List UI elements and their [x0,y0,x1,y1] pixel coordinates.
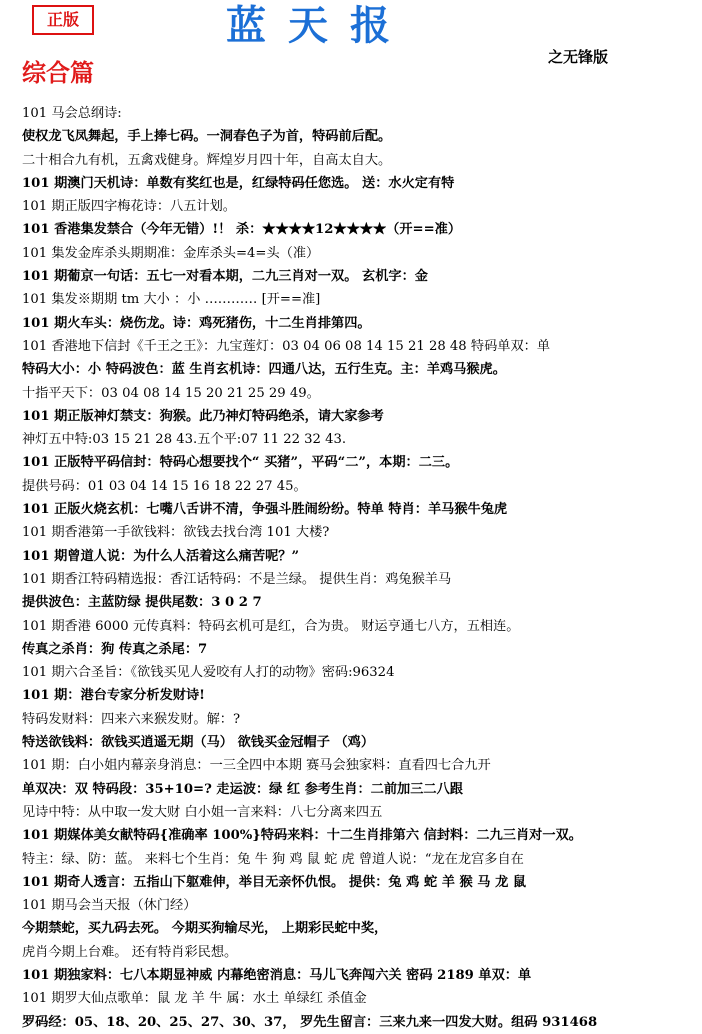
text-line: 特送欲钱料：欲钱买逍遥无期（马） 欲钱买金冠帽子 （鸡） [22,735,375,751]
text-line: 101 期葡京一句话：五七一对看本期，二九三肖对一双。 玄机字：金 [22,269,428,285]
text-line: 特主：绿、防：蓝。 来料七个生肖：兔 牛 狗 鸡 鼠 蛇 虎 曾道人说：“龙在龙宫多自在 [22,851,524,867]
text-line: 101 期奇人透言：五指山下躯难伸，举目无亲怀仇恨。 提供：兔 鸡 蛇 羊 猴 马 龙 鼠 [22,874,527,890]
newspaper-title: 蓝天报 [226,2,412,49]
text-line: 101 期曾道人说：为什么人活着这么痛苦呢？” [22,548,300,564]
text-line: 101 正版特平码信封：特码心想要找个“ 买猪”，平码“二”，本期：二三。 [22,455,459,471]
text-line: 101 期澳门天机诗：单数有奖红也是，红绿特码任您选。 送：水火定有特 [22,175,455,191]
text-line: 神灯五中特:03 15 21 28 43.五个平:07 11 22 32 43. [22,432,347,448]
text-line: 101 期火车头：烧伤龙。诗：鸡死猪伤，十二生肖排第四。 [22,315,371,331]
text-line: 101 集发※期期 tm 大小 ：小 ………… [开==准] [22,292,321,308]
text-line: 101 期独家料：七八本期显神威 内幕绝密消息：马儿飞奔闯六关 密码 2189 单双：单 [22,967,532,983]
text-line: 101 香港地下信封《千王之王》：九宝莲灯：03 04 06 08 14 15 21 28 48 特码单双：单 [22,338,551,354]
article-body [22,102,694,1034]
text-line: 101 期媒体美女献特码{准确率 100%}特码来料：十二生肖排第六 信封料：二九三肖对一双。 [22,828,582,844]
text-line: 101 期罗大仙点歌单：鼠 龙 羊 牛 属：水土 单绿红 杀值金 [22,991,367,1007]
text-line: 见诗中特：从中取一发大财 白小姐一言来料：八七分离来四五 [22,804,383,820]
text-line: 101 期正版四字梅花诗：八五计划。 [22,199,236,215]
text-line: 101 香港集发禁合（今年无错）!！ 杀：★★★★12★★★★（开==准） [22,222,462,238]
text-line: 单双决：双 特码段：35+10=? 走运波：绿 红 参考生肖：二前加三二八跟 [22,781,463,797]
text-line: 101 期六合圣旨：《欲钱买见人爱咬有人打的动物》密码:96324 [22,665,395,681]
text-line: 特码发财料：四来六来猴发财。解：? [22,711,241,727]
text-line: 提供波色：主蓝防绿 提供尾数：3 0 2 7 [22,595,262,611]
section-title: 综合篇 [22,58,94,87]
text-line: 101 集发金库杀头期期准：金库杀头=4=头（准） [22,245,320,261]
text-line: 罗码经：05、18、20、25、27、30、37， 罗先生留言：三来九来一四发大财。组码 931468 [22,1014,598,1030]
text-line: 101 正版火烧玄机：七嘴八舌讲不清，争强斗胜闹纷纷。特单 特肖：羊马猴牛兔虎 [22,502,508,518]
genuine-edition-badge: 正版 [32,5,94,35]
text-line: 今期禁蛇，买九码去死。 今期买狗输尽光， 上期彩民蛇中奖， [22,921,388,937]
text-line: 二十相合九有机，五禽戏健身。辉煌岁月四十年，自高太自大。 [22,152,392,168]
text-line: 101 期香港 6000 元传真料：特码玄机可是红，合为贵。 财运亨通七八方，五相连。 [22,618,520,634]
text-line: 101 期马会当天报（休门经） [22,898,197,914]
text-line: 十指平天下：03 04 08 14 15 20 21 25 29 49。 [22,385,320,401]
text-line: 虎肖今期上台难。 还有特肖彩民想。 [22,944,238,960]
text-line: 101 期：港台专家分析发财诗! [22,688,205,704]
text-line: 101 马会总纲诗: [22,106,122,121]
text-line: 101 期香江特码精选报：香江话特码：不是兰绿。 提供生肖：鸡兔猴羊马 [22,571,452,587]
text-line: 使权龙飞凤舞起，手上捧七码。一洞春色子为首，特码前后配。 [22,129,392,145]
text-line: 特码大小：小 特码波色：蓝 生肖玄机诗：四通八达，五行生克。主：羊鸡马猴虎。 [22,362,506,378]
text-line: 101 期正版神灯禁支：狗猴。此乃神灯特码绝杀，请大家参考 [22,408,384,424]
text-line: 传真之杀肖：狗 传真之杀尾：7 [22,641,208,657]
text-line: 101 期：白小姐内幕亲身消息：一三全四中本期 赛马会独家料：直看四七合九开 [22,758,491,774]
text-line: 101 期香港第一手欲钱料：欲钱去找台湾 101 大楼? [22,525,330,541]
edition-label: 之无锋版 [548,48,609,66]
text-line: 提供号码：01 03 04 14 15 16 18 22 27 45。 [22,478,307,494]
